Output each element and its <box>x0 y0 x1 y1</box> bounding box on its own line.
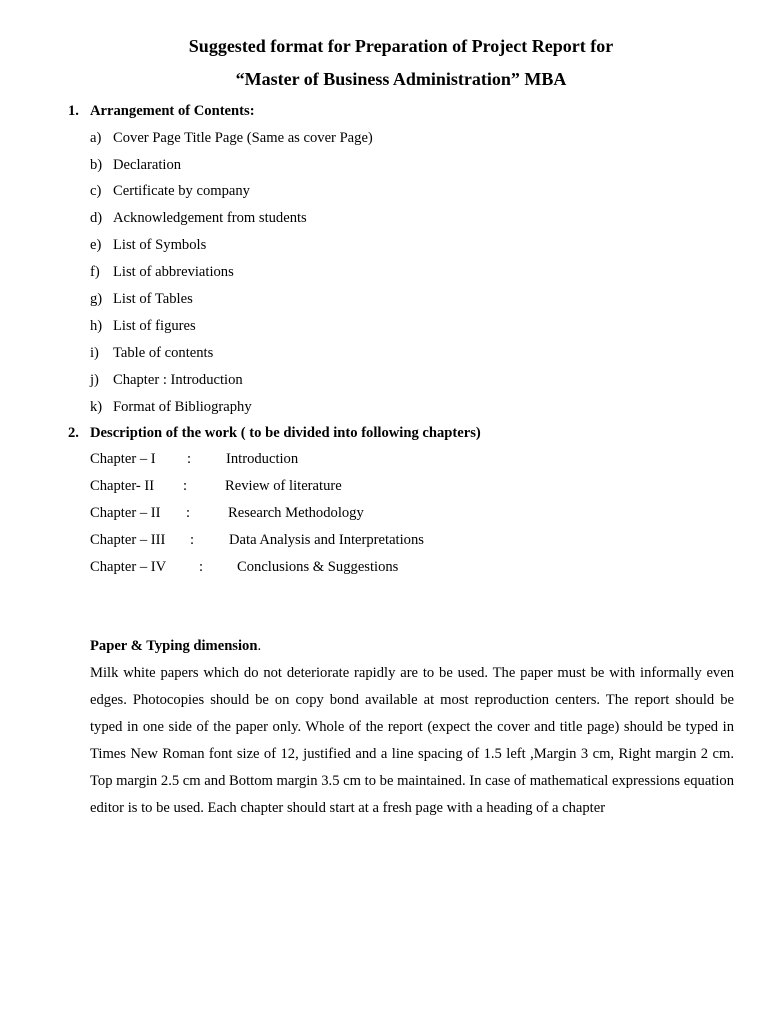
paper-section-body: Milk white papers which do not deteriorate rapidly are to be used. The paper must be with informally even edges. Photocopies should be on copy bond available at most reproduction centers. The report should be typed in one side of the paper only. Whole of the report (expect the cover and title page) should be typed in Times New Roman font size of 12, justified and a line spacing of 1.5 left ,Margin 3 cm, Right margin 2 cm. Top margin 2.5 cm and Bottom margin 3.5 cm to be maintained. In case of mathematical expressions equation editor is to be used. Each chapter should start at a fresh page with a heading of a chapter <box>90 665 734 816</box>
chapter-separator: : <box>187 451 192 467</box>
paper-heading-text: Paper & Typing dimension <box>90 638 258 654</box>
list-item-letter: j) <box>90 372 99 388</box>
list-item-letter: k) <box>90 399 103 415</box>
document-title-line-2: “Master of Business Administration” MBA <box>235 69 567 89</box>
list-item-letter: i) <box>90 345 99 361</box>
list-item-text: Chapter : Introduction <box>113 372 243 388</box>
list-item-text: List of Tables <box>113 291 193 307</box>
chapter-title: Data Analysis and Interpretations <box>229 532 424 548</box>
list-item-text: List of Symbols <box>113 237 207 253</box>
chapter-title: Review of literature <box>225 478 342 494</box>
paper-heading-period: . <box>257 638 262 654</box>
chapter-separator: : <box>199 559 204 575</box>
list-item-letter: a) <box>90 130 102 146</box>
chapter-separator: : <box>183 478 188 494</box>
section-2-title: Description of the work ( to be divided into following chapters) <box>90 425 481 441</box>
chapter-title: Research Methodology <box>228 505 364 521</box>
chapter-title: Introduction <box>226 451 299 467</box>
document-title-line-1: Suggested format for Preparation of Project Report for <box>188 36 614 56</box>
chapter-label: Chapter- II <box>90 478 155 494</box>
chapter-label: Chapter – III <box>90 532 166 548</box>
section-1-title: Arrangement of Contents: <box>90 103 255 119</box>
list-item-text: List of abbreviations <box>113 264 234 280</box>
list-item-letter: e) <box>90 237 102 253</box>
list-item-text: Declaration <box>113 157 182 173</box>
list-item-letter: b) <box>90 157 103 173</box>
paper-section-heading <box>90 638 261 655</box>
chapter-label: Chapter – I <box>90 451 156 467</box>
list-item-letter: h) <box>90 318 103 334</box>
section-1-number: 1. <box>68 103 79 119</box>
section-2-number: 2. <box>68 425 79 441</box>
chapter-label: Chapter – IV <box>90 559 167 575</box>
chapter-title: Conclusions & Suggestions <box>237 559 399 575</box>
list-item-letter: d) <box>90 210 103 226</box>
list-item-text: Cover Page Title Page (Same as cover Page) <box>113 130 373 146</box>
list-item-text: Acknowledgement from students <box>113 210 307 226</box>
chapter-separator: : <box>186 505 191 521</box>
chapter-label: Chapter – II <box>90 505 161 521</box>
list-item-letter: g) <box>90 291 103 307</box>
list-item-text: Format of Bibliography <box>113 399 252 415</box>
list-item-text: List of figures <box>113 318 196 334</box>
chapter-separator: : <box>190 532 195 548</box>
list-item-text: Table of contents <box>113 345 214 361</box>
list-item-letter: f) <box>90 264 100 280</box>
list-item-letter: c) <box>90 183 102 199</box>
list-item-text: Certificate by company <box>113 183 250 199</box>
